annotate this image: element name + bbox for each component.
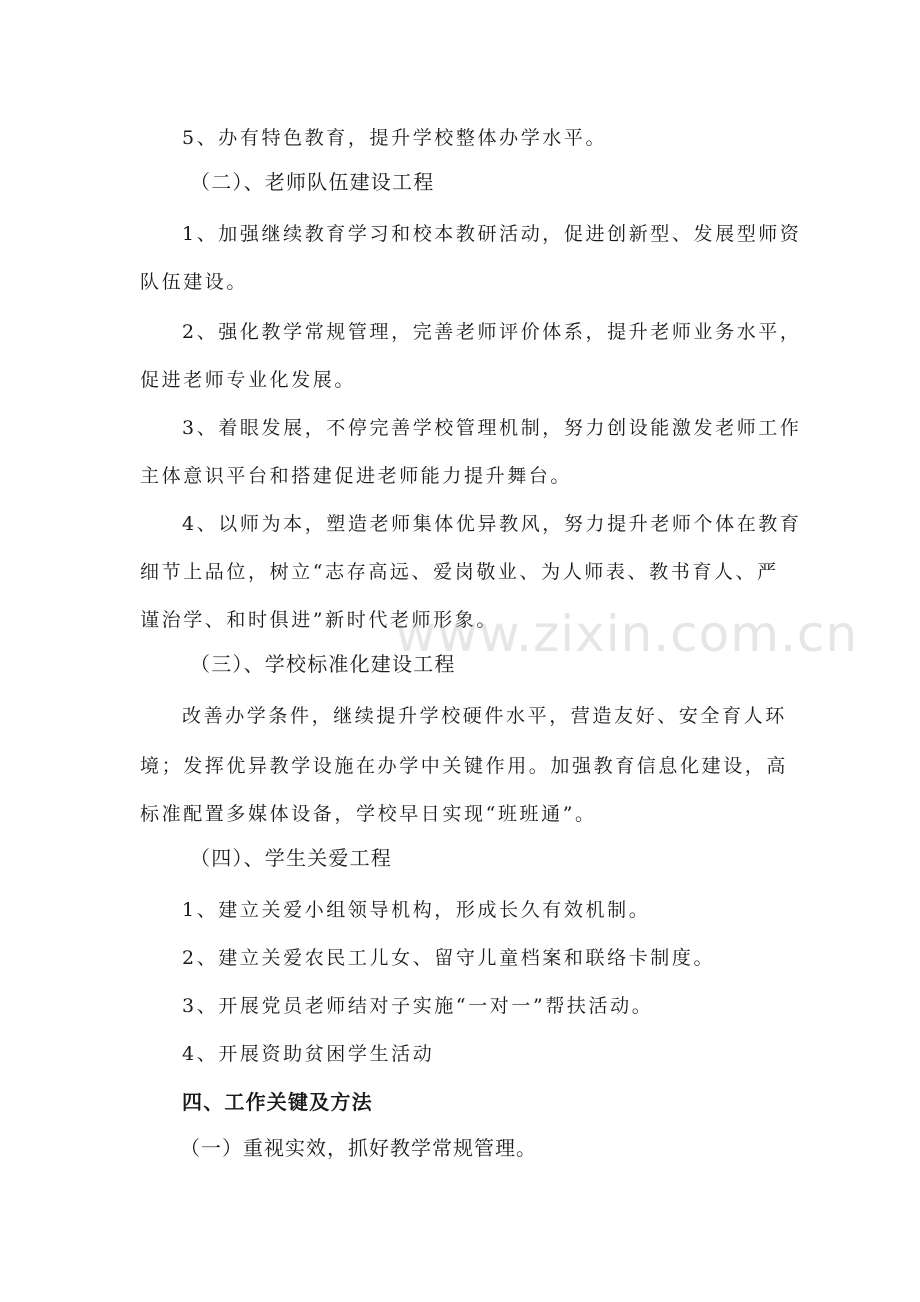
paragraph-line: 改善办学条件，继续提升学校硬件水平，营造友好、安全育人环 bbox=[182, 705, 787, 727]
paragraph-line: 1、建立关爱小组领导机构，形成长久有效机制。 bbox=[182, 899, 651, 921]
paragraph-line: 细节上品位，树立“志存高远、爱岗敬业、为人师表、教书育人、严 bbox=[140, 561, 779, 583]
section-heading: （二）、老师队伍建设工程 bbox=[190, 170, 435, 194]
paragraph-line: 谨治学、和时俱进”新时代老师形象。 bbox=[140, 609, 498, 631]
watermark: www.zixin.com.cn bbox=[395, 605, 859, 663]
paragraph-line: 标准配置多媒体设备，学校早日实现“班班通”。 bbox=[140, 803, 597, 825]
section-heading: （三）、学校标准化建设工程 bbox=[190, 652, 456, 676]
subsection-heading: （一）重视实效，抓好教学常规管理。 bbox=[180, 1136, 537, 1160]
paragraph-line: 4、开展资助贫困学生活动 bbox=[182, 1043, 435, 1065]
paragraph-line: 2、强化教学常规管理，完善老师评价体系，提升老师业务水平， bbox=[182, 321, 802, 343]
section-heading: （四）、学生关爱工程 bbox=[190, 846, 392, 870]
chapter-heading: 四、工作关键及方法 bbox=[182, 1090, 373, 1114]
paragraph-line: 主体意识平台和搭建促进老师能力提升舞台。 bbox=[140, 465, 573, 487]
paragraph-line: 境；发挥优异教学设施在办学中关键作用。加强教育信息化建设，高 bbox=[140, 755, 789, 777]
paragraph-line: 2、建立关爱农民工儿女、留守儿童档案和联络卡制度。 bbox=[182, 947, 716, 969]
paragraph-line: 5、办有特色教育，提升学校整体办学水平。 bbox=[182, 127, 608, 149]
paragraph-line: 4、以师为本，塑造老师集体优异教风，努力提升老师个体在教育 bbox=[182, 513, 802, 535]
paragraph-line: 队伍建设。 bbox=[140, 271, 249, 293]
paragraph-line: 3、开展党员老师结对子实施“一对一”帮扶活动。 bbox=[182, 995, 654, 1017]
paragraph-line: 1、加强继续教育学习和校本教研活动，促进创新型、发展型师资 bbox=[182, 223, 802, 245]
paragraph-line: 促进老师专业化发展。 bbox=[140, 369, 357, 391]
paragraph-line: 3、着眼发展，不停完善学校管理机制，努力创设能激发老师工作 bbox=[182, 417, 802, 439]
